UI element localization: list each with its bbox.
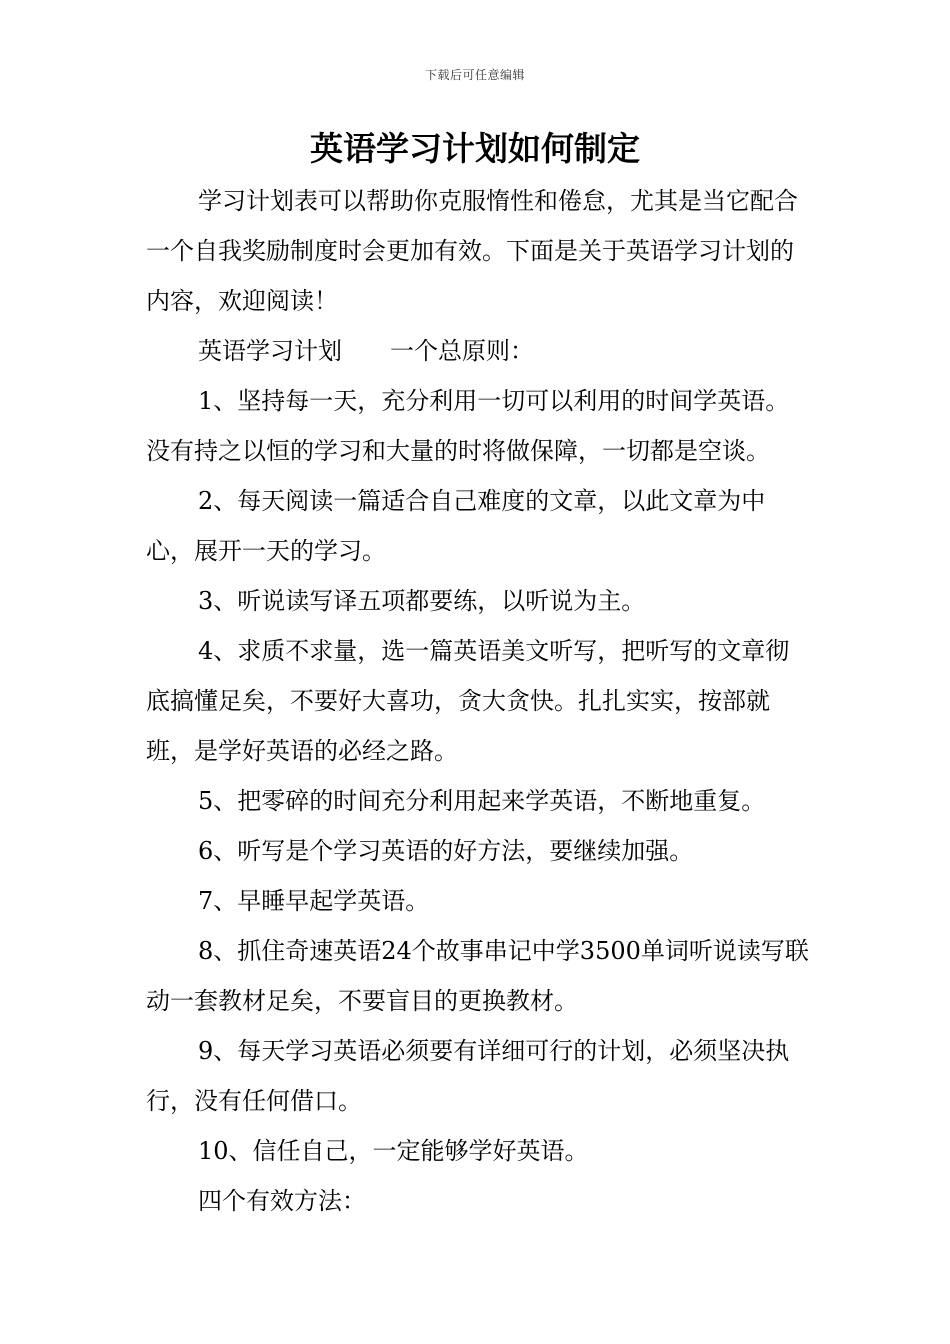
paragraph-methods-heading: 四个有效方法： xyxy=(198,1187,366,1215)
document-title: 英语学习计划如何制定 xyxy=(310,129,640,168)
paragraph-item-10: 10、信任自己，一定能够学好英语。 xyxy=(198,1137,589,1165)
paragraph-item-5: 5、把零碎的时间充分利用起来学英语，不断地重复。 xyxy=(198,787,766,815)
header-note: 下载后可任意编辑 xyxy=(424,68,525,82)
paragraph-principle-heading: 英语学习计划 一个总原则： xyxy=(198,337,534,365)
paragraph-item-9: 9、每天学习英语必须要有详细可行的计划，必须坚决执行，没有任何借口。 xyxy=(146,1037,790,1115)
document-body xyxy=(146,176,810,1226)
paragraph-item-7: 7、早睡早起学英语。 xyxy=(198,887,430,915)
paragraph-item-6: 6、听写是个学习英语的好方法，要继续加强。 xyxy=(198,837,694,865)
paragraph-item-2: 2、每天阅读一篇适合自己难度的文章，以此文章为中心，展开一天的学习。 xyxy=(146,487,766,565)
paragraph-item-1: 1、坚持每一天，充分利用一切可以利用的时间学英语。没有持之以恒的学习和大量的时将做保障，一切都是空谈。 xyxy=(146,387,790,465)
paragraph-item-4: 4、求质不求量，选一篇英语美文听写，把听写的文章彻底搞懂足矣，不要好大喜功，贪大贪快。扎扎实实，按部就班，是学好英语的必经之路。 xyxy=(146,637,790,765)
paragraph-item-3: 3、听说读写译五项都要练，以听说为主。 xyxy=(198,587,646,615)
paragraph-intro: 学习计划表可以帮助你克服惰性和倦怠，尤其是当它配合一个自我奖励制度时会更加有效。下面是关于英语学习计划的内容，欢迎阅读！ xyxy=(146,187,798,315)
paragraph-item-8: 8、抓住奇速英语24个故事串记中学3500单词听说读写联动一套教材足矣，不要盲目的更换教材。 xyxy=(146,937,809,1015)
